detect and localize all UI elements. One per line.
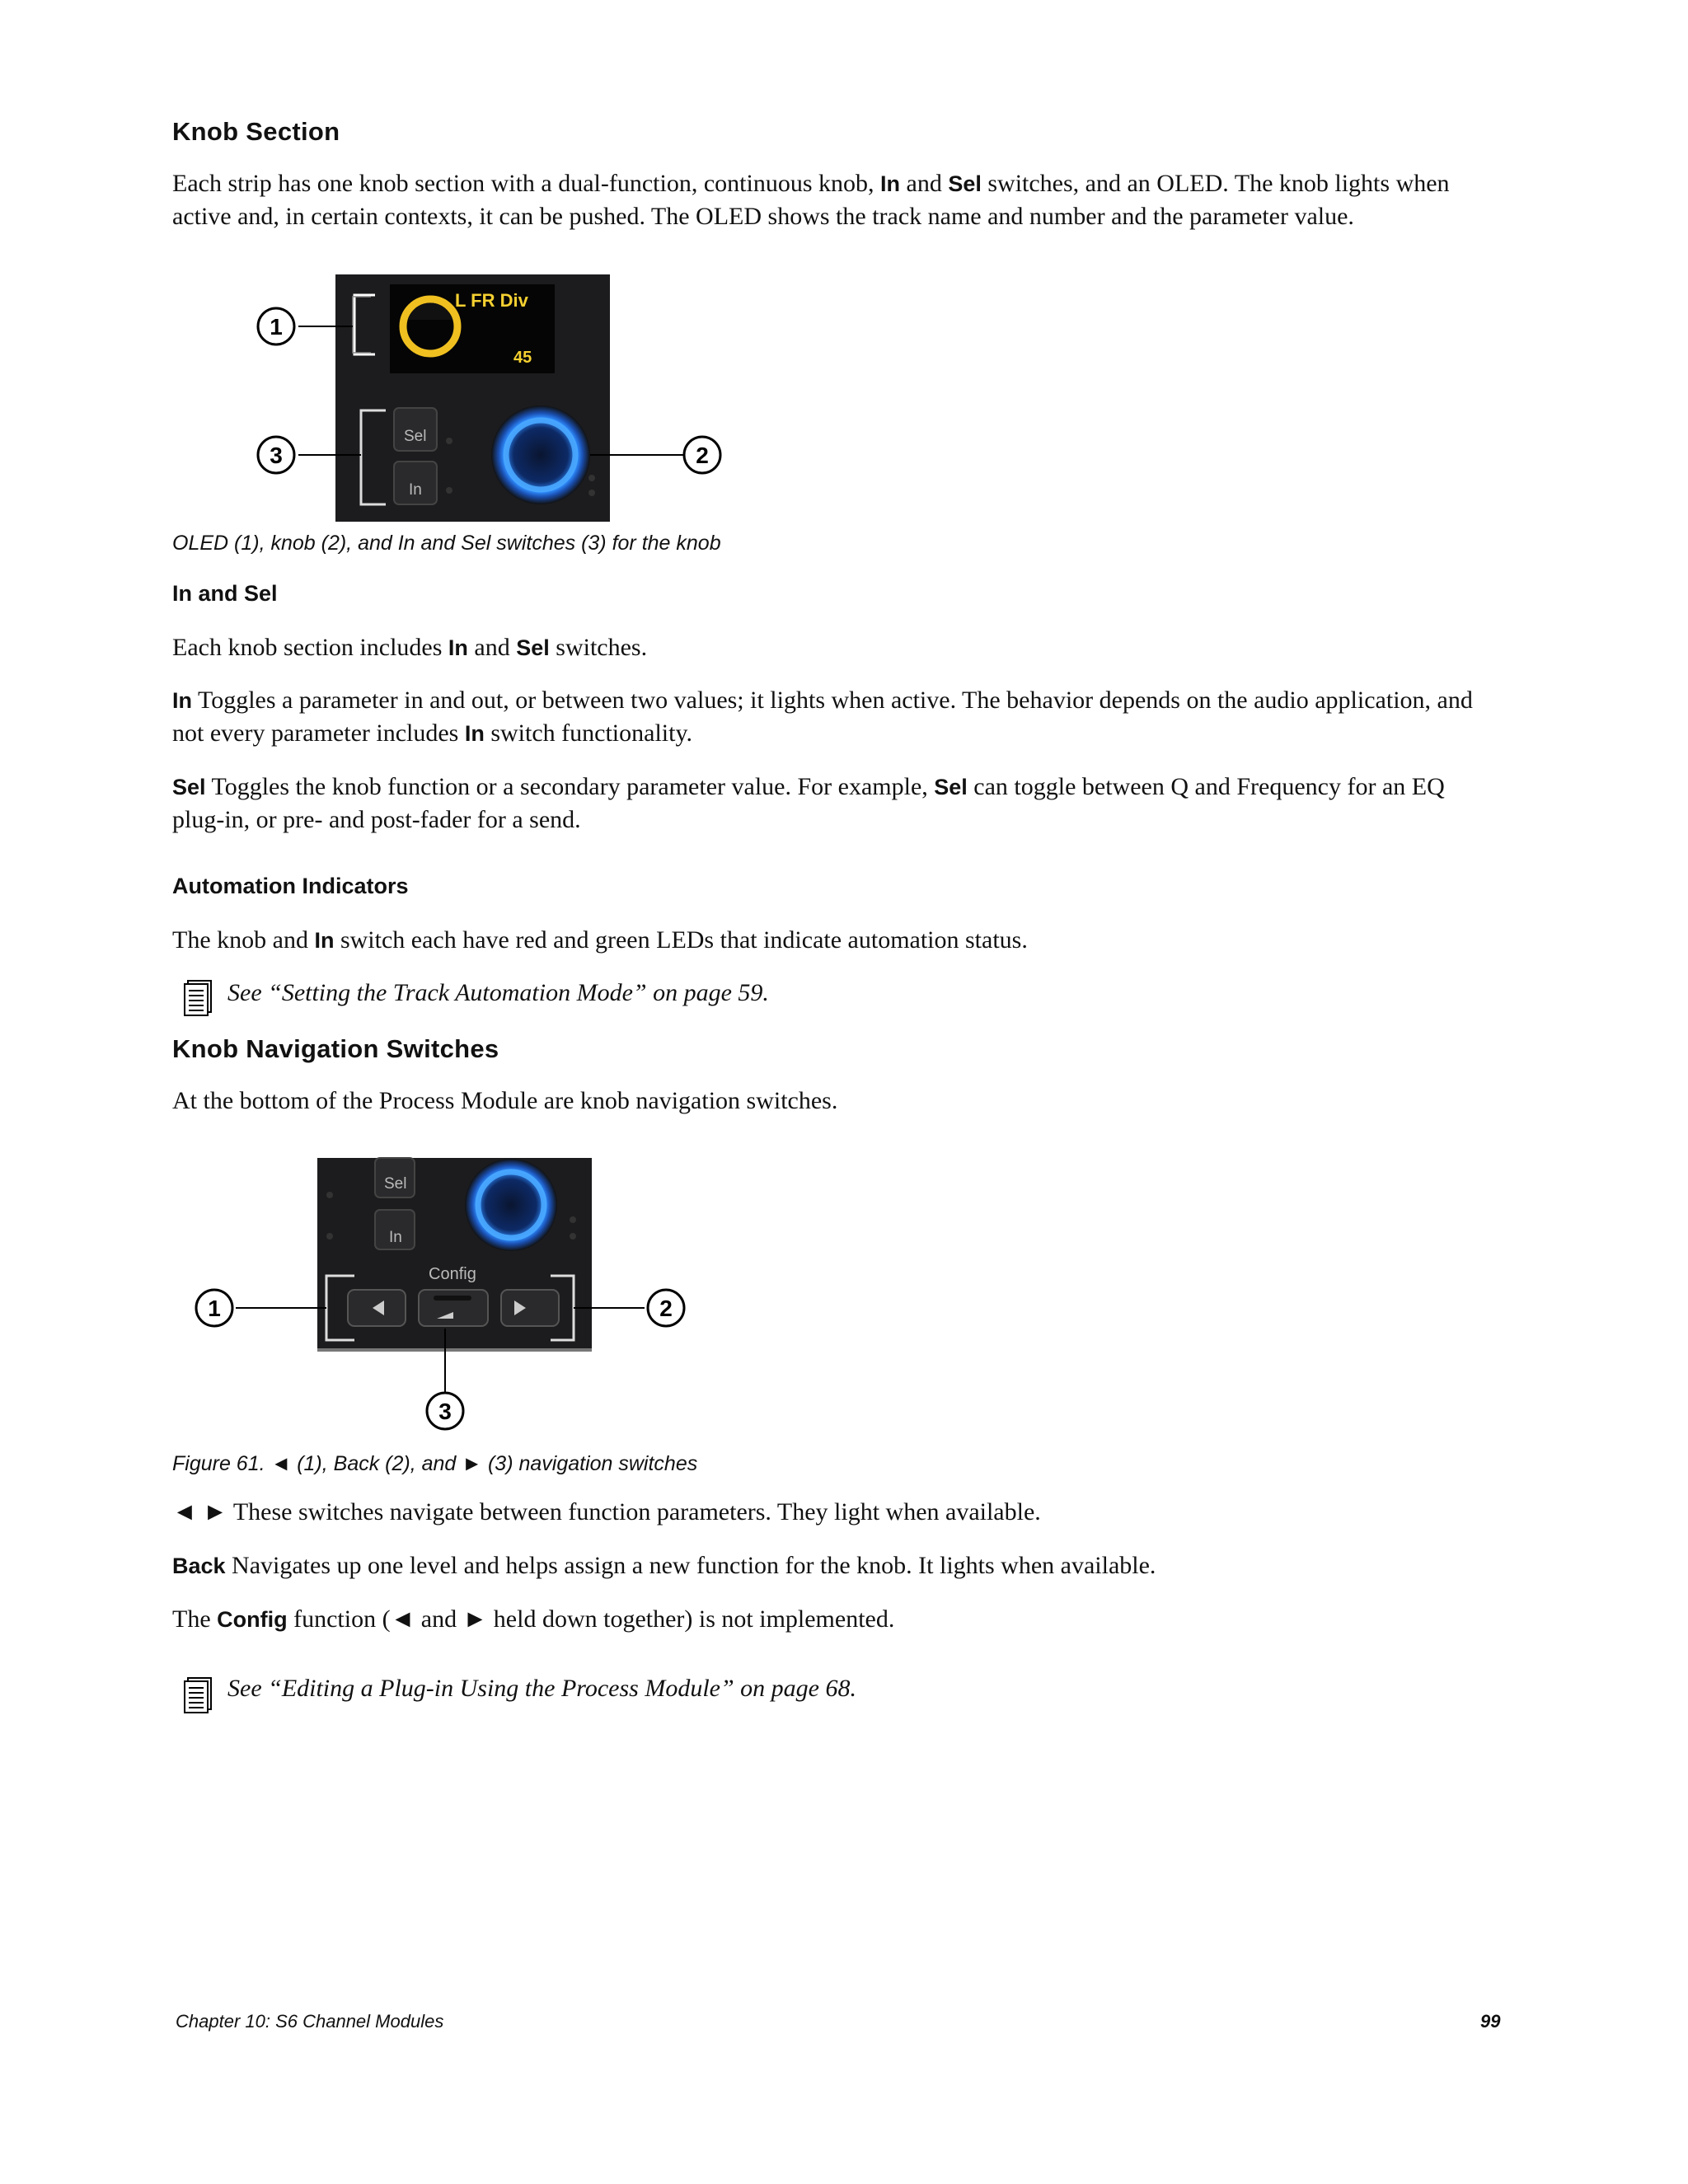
callout-1-label: 1	[208, 1296, 221, 1321]
term-config: Config	[217, 1607, 288, 1632]
sel-label: Sel	[404, 428, 427, 445]
config-label: Config	[429, 1265, 476, 1283]
term-in: In	[314, 928, 335, 953]
caption-figure-knob: OLED (1), knob (2), and In and Sel switches (3) for the knob	[172, 532, 721, 555]
term-in: In	[464, 721, 485, 746]
right-arrow-switch	[501, 1290, 559, 1326]
term-sel: Sel	[516, 635, 550, 660]
text: These switches navigate between function parameters. They light when available.	[227, 1498, 1041, 1526]
term-in: In	[448, 635, 468, 660]
callout-3-label: 3	[438, 1399, 452, 1424]
text: Each knob section includes	[172, 634, 448, 661]
back-switch	[419, 1290, 488, 1326]
text: not every parameter includes	[172, 719, 465, 747]
callout-2-label: 2	[696, 443, 709, 468]
text: Each strip has one knob section with a dual-function, continuous knob,	[172, 170, 880, 197]
heading-in-and-sel: In and Sel	[172, 581, 278, 606]
note-icon	[183, 979, 216, 1017]
in-label: In	[389, 1229, 402, 1246]
sel-label: Sel	[384, 1175, 407, 1193]
paragraph-knob-section	[172, 167, 1516, 233]
text: Navigates up one level and helps assign a new function for the knob. It lights when available.	[225, 1552, 1156, 1579]
term-in: In	[880, 171, 900, 196]
caption-figure-61: Figure 61. ◄ (1), Back (2), and ► (3) navigation switches	[172, 1452, 698, 1475]
text: switch each have red and green LEDs that indicate automation status.	[334, 926, 1028, 954]
callout-2-label: 2	[659, 1296, 673, 1321]
heading-automation-indicators: Automation Indicators	[172, 874, 409, 898]
heading-knob-section: Knob Section	[172, 117, 340, 146]
paragraph-config-desc	[172, 1603, 1516, 1636]
oled-parameter-value: 45	[513, 349, 532, 367]
paragraph-automation	[172, 924, 1516, 957]
term-sel: Sel	[948, 171, 982, 196]
figure-knob-section	[239, 272, 750, 536]
term-sel: Sel	[172, 775, 206, 799]
text: switches.	[549, 634, 648, 661]
term-sel: Sel	[934, 775, 968, 799]
paragraph-sel-desc	[172, 771, 1516, 837]
text: switches, and an OLED. The knob lights when	[981, 170, 1450, 197]
text: Toggles the knob function or a secondary parameter value. For example,	[205, 773, 935, 800]
footer-page-number: 99	[1480, 2011, 1501, 2032]
callout-1-label: 1	[270, 314, 283, 340]
text: and	[467, 634, 517, 661]
paragraph-arrows-desc	[172, 1496, 1516, 1529]
in-label: In	[409, 481, 422, 499]
term-back: Back	[172, 1554, 226, 1578]
text: Toggles a parameter in and out, or between two values; it lights when active. The behavior depends on the audio application, and	[192, 687, 1473, 714]
note-plugin-link[interactable]: See “Editing a Plug-in Using the Process Module” on page 68.	[227, 1675, 856, 1702]
text: The knob and	[172, 926, 315, 954]
text: function (◄ and ► held down together) is not implemented.	[287, 1605, 895, 1633]
callout-3-label: 3	[270, 443, 283, 468]
text: can toggle between Q and Frequency for an EQ	[967, 773, 1445, 800]
term-arrows: ◄ ►	[172, 1498, 227, 1526]
text: plug-in, or pre- and post-fader for a send.	[172, 806, 581, 833]
paragraph-back-desc	[172, 1549, 1516, 1582]
note-icon	[183, 1676, 216, 1714]
figure-navigation-switches	[181, 1154, 709, 1442]
text: active and, in certain contexts, it can be pushed. The OLED shows the track name and number and the parameter value.	[172, 203, 1354, 230]
term-in: In	[172, 688, 192, 713]
paragraph-knob-navigation: At the bottom of the Process Module are knob navigation switches.	[172, 1087, 838, 1114]
paragraph-in-sel-intro	[172, 631, 1516, 664]
note-automation-link[interactable]: See “Setting the Track Automation Mode” on page 59.	[227, 979, 769, 1006]
heading-knob-navigation: Knob Navigation Switches	[172, 1034, 499, 1063]
paragraph-in-desc	[172, 684, 1516, 750]
footer-chapter: Chapter 10: S6 Channel Modules	[176, 2011, 444, 2032]
text: and	[900, 170, 949, 197]
text: switch functionality.	[484, 719, 693, 747]
text: The	[172, 1605, 218, 1633]
oled-track-name: L FR Div	[455, 290, 528, 311]
